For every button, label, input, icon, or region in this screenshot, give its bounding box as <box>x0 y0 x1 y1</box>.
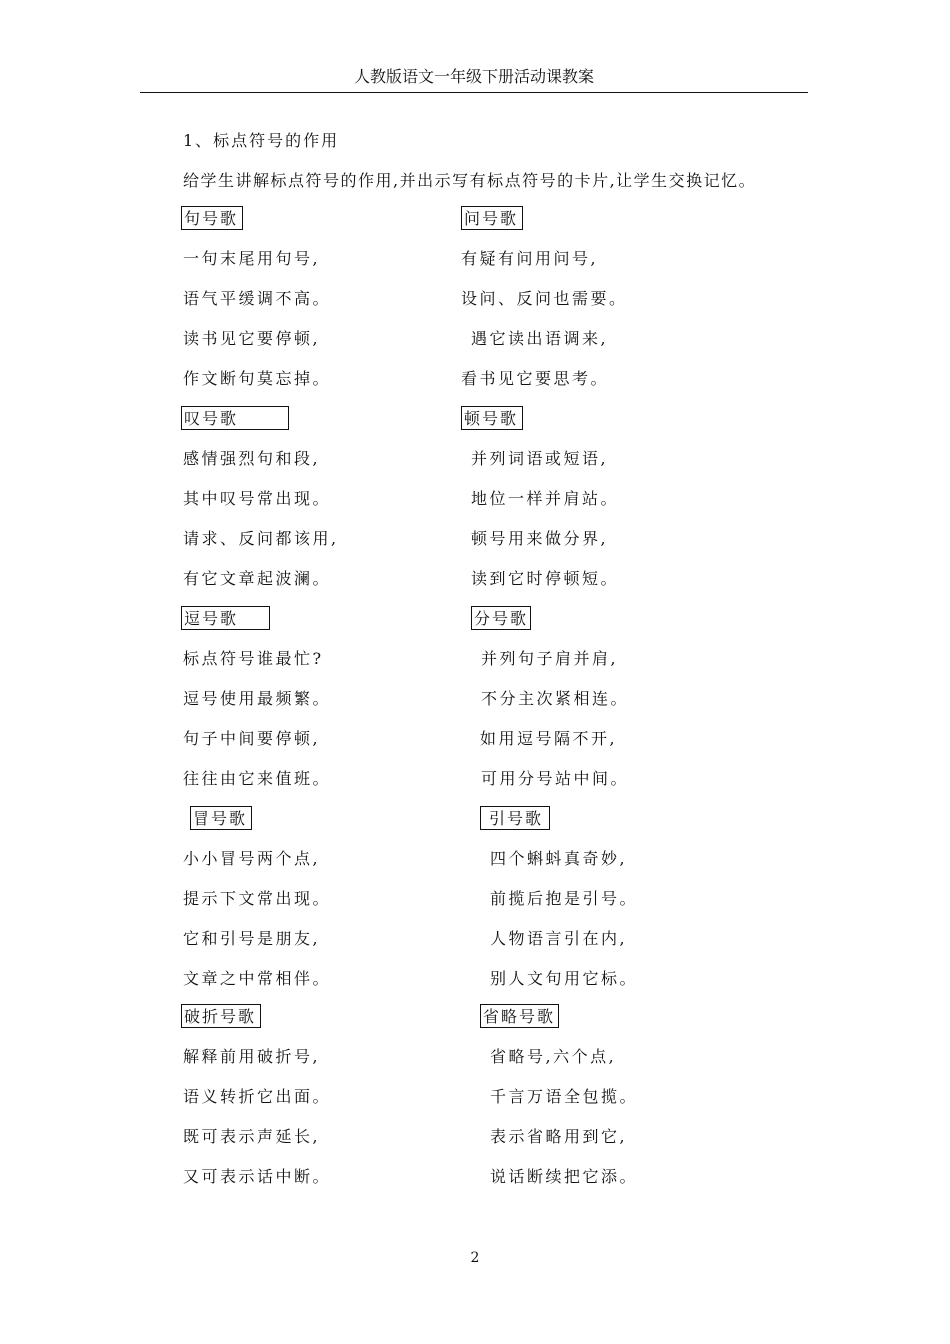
song-line: 并列句子肩并肩, <box>481 649 619 668</box>
song-line: 千言万语全包揽。 <box>490 1087 639 1106</box>
song-line: 如用逗号隔不开, <box>480 729 618 748</box>
song-line: 提示下文常出现。 <box>183 889 332 908</box>
song-line: 说话断续把它添。 <box>490 1167 639 1186</box>
song-line: 标点符号谁最忙? <box>183 649 324 668</box>
song-line: 读到它时停顿短。 <box>471 569 620 588</box>
page-number: 2 <box>470 1250 480 1266</box>
song-line: 往往由它来值班。 <box>183 769 332 788</box>
song-line: 省略号,六个点, <box>490 1047 617 1066</box>
song-line: 它和引号是朋友, <box>183 929 321 948</box>
song-line: 逗号使用最频繁。 <box>183 689 332 708</box>
song-title-dunhao: 顿号歌 <box>461 406 523 430</box>
song-line: 又可表示话中断。 <box>183 1167 332 1186</box>
section-heading: 1、标点符号的作用 <box>183 131 340 150</box>
song-line: 既可表示声延长, <box>183 1127 321 1146</box>
song-line: 四个蝌蚪真奇妙, <box>490 849 628 868</box>
song-line: 一句末尾用句号, <box>183 249 321 268</box>
song-line: 小小冒号两个点, <box>183 849 321 868</box>
song-line: 有疑有问用问号, <box>461 249 599 268</box>
song-line: 顿号用来做分界, <box>471 529 609 548</box>
song-line: 遇它读出语调来, <box>471 329 609 348</box>
song-line: 人物语言引在内, <box>490 929 628 948</box>
page-header: 人教版语文一年级下册活动课教案 <box>140 66 808 93</box>
song-line: 看书见它要思考。 <box>461 369 610 388</box>
intro-paragraph: 给学生讲解标点符号的作用,并出示写有标点符号的卡片,让学生交换记忆。 <box>183 171 757 190</box>
song-line: 语气平缓调不高。 <box>183 289 332 308</box>
song-line: 读书见它要停顿, <box>183 329 321 348</box>
song-title-douhao: 逗号歌 <box>181 606 270 630</box>
song-line: 可用分号站中间。 <box>481 769 630 788</box>
song-line: 其中叹号常出现。 <box>183 489 332 508</box>
song-title-fenhao: 分号歌 <box>471 606 531 630</box>
song-title-tanhao: 叹号歌 <box>181 406 289 430</box>
song-line: 感情强烈句和段, <box>183 449 321 468</box>
song-line: 前揽后抱是引号。 <box>490 889 639 908</box>
song-title-juhao: 句号歌 <box>181 206 243 230</box>
song-title-wenhao: 问号歌 <box>461 206 523 230</box>
song-line: 设问、反问也需要。 <box>461 289 628 308</box>
song-line: 解释前用破折号, <box>183 1047 321 1066</box>
song-line: 别人文句用它标。 <box>490 969 639 988</box>
song-title-pozhehao: 破折号歌 <box>181 1004 261 1028</box>
song-line: 有它文章起波澜。 <box>183 569 332 588</box>
song-line: 表示省略用到它, <box>490 1127 628 1146</box>
song-line: 句子中间要停顿, <box>183 729 321 748</box>
song-line: 地位一样并肩站。 <box>471 489 620 508</box>
song-line: 语义转折它出面。 <box>183 1087 332 1106</box>
song-line: 请求、反问都该用, <box>183 529 339 548</box>
song-line: 作文断句莫忘掉。 <box>183 369 332 388</box>
song-line: 并列词语或短语, <box>471 449 609 468</box>
song-line: 文章之中常相伴。 <box>183 969 332 988</box>
song-title-yinhao: 引号歌 <box>480 806 550 830</box>
song-title-shenglvehao: 省略号歌 <box>480 1004 559 1028</box>
song-title-maohao: 冒号歌 <box>190 806 252 830</box>
song-line: 不分主次紧相连。 <box>481 689 630 708</box>
